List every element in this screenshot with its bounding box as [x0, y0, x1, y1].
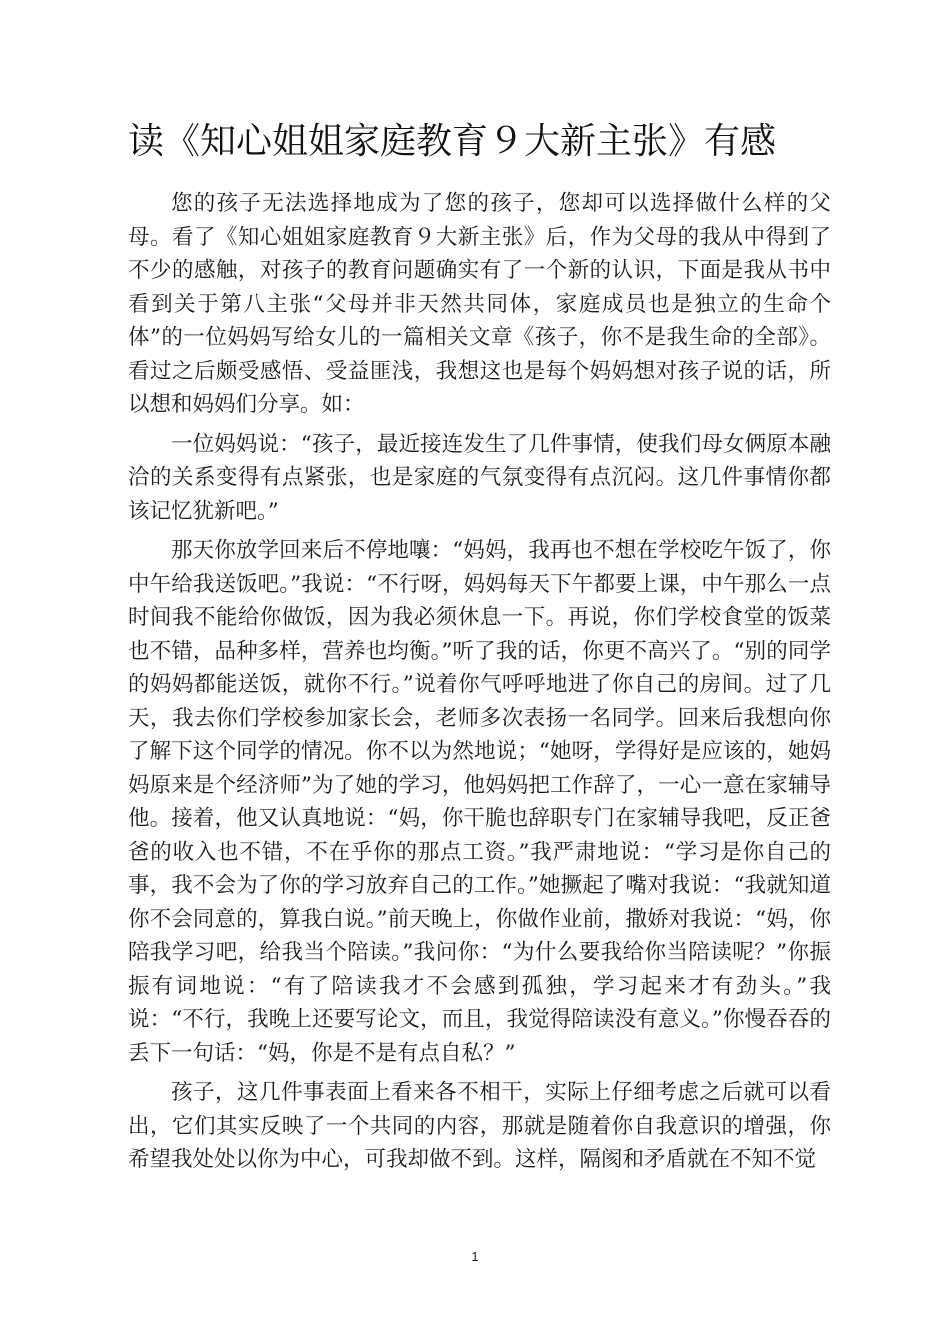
document-title: 读《知心姐姐家庭教育９大新主张》有感 — [128, 121, 777, 162]
paragraph-intro: 您的孩子无法选择地成为了您的孩子，您却可以选择做什么样的父母。看了《知心姐姐家庭教育９大新主张》后，作为父母的我从中得到了不少的感触，对孩子的教育问题确实有了一个新的认识，下面是我从书中看到关于第八主张“父母并非天然共同体，家庭成员也是独立的生命个体”的一位妈妈写给女儿的一篇相关文章《孩子，你不是我生命的全部》。看过之后颇受感悟、受益匪浅，我想这也是每个妈妈想对孩子说的话，所以想和妈妈们分享。如： — [128, 191, 831, 417]
paragraph-mother-quote: 一位妈妈说：“孩子，最近接连发生了几件事情，使我们母女俩原本融洽的关系变得有点紧张，也是家庭的气氛变得有点沉闷。这几件事情你都该记忆犹新吧。” — [128, 431, 831, 524]
document-body — [128, 187, 831, 1183]
paragraph-reflection: 孩子，这几件事表面上看来各不相干，实际上仔细考虑之后就可以看出，它们其实反映了一个共同的内容，那就是随着你自我意识的增强，你希望我处处以你为中心，可我却做不到。这样，隔阂和矛盾就在不知不觉 — [128, 1080, 831, 1172]
paragraph-incidents: 那天你放学回来后不停地嚷：“妈妈，我再也不想在学校吃午饭了，你中午给我送饭吧。”我说：“不行呀，妈妈每天下午都要上课，中午那么一点时间我不能给你做饭，因为我必须休息一下。再说，你们学校食堂的饭菜也不错，品种多样，营养也均衡。”听了我的话，你更不高兴了。“别的同学的妈妈都能送饭，就你不行。”说着你气呼呼地进了你自己的房间。过了几天，我去你们学校参加家长会，老师多次表扬一名同学。回来后我想向你了解下这个同学的情况。你不以为然地说；“她呀，学得好是应该的，她妈妈原来是个经济师”为了她的学习，他妈妈把工作辞了，一心一意在家辅导他。接着，他又认真地说：“妈，你干脆也辞职专门在家辅导我吧，反正爸爸的收入也不错，不在乎你的那点工资。”我严肃地说：“学习是你自己的事，我不会为了你的学习放弃自己的工作。”她撅起了嘴对我说：“我就知道你不会同意的，算我白说。”前天晚上，你做作业前，撒娇对我说：“妈，你陪我学习吧，给我当个陪读。”我问你：“为什么要我给你当陪读呢？”你振振有词地说：“有了陪读我才不会感到孤独，学习起来才有劲头。”我说：“不行，我晚上还要写论文，而且，我觉得陪读没有意义。”你慢吞吞的丢下一句话：“妈，你是不是有点自私？” — [128, 538, 831, 1066]
page-number: 1 — [471, 1249, 479, 1264]
